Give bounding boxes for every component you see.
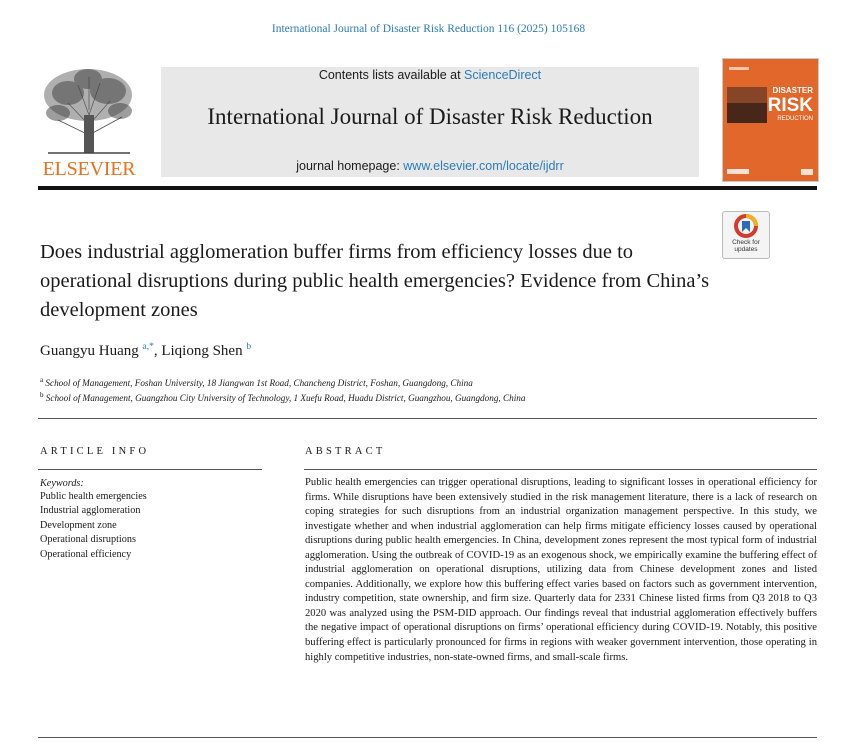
abstract-heading: ABSTRACT [305,446,386,457]
affiliation-a [40,376,473,388]
author-list [40,342,251,360]
affiliation-text: School of Management, Foshan University, 18 Jiangwan 1st Road, Chancheng District, Foshan, Guangdong, China [45,378,473,389]
cover-art-icon [723,59,818,181]
keyword-item: Industrial agglomeration [40,505,141,517]
tree-logo-icon [38,65,140,157]
section-divider [38,418,817,419]
affiliation-b [40,391,525,403]
author-affiliation-mark[interactable]: b [246,342,252,352]
contents-prefix: Contents lists available at [318,68,465,82]
cover-title-line2: RISK [767,95,813,116]
abstract-text: Public health emergencies can trigger operational disruptions, leading to significant losses in operational efficiency for firms. While disruptions have been extensively studied in the risk management literature, there is a lack of research on coping strategies for such disruptions from an industrial organization management perspective. In this study, we investigate whether and when industrial agglomeration can help firms mitigate efficiency losses caused by operational disruptions during public health emergencies. In China, development zones represent the most typical form of industrial agglomeration. Using the outbreak of COVID-19 as an exogenous shock, we empirically examine the buffering effect of industrial agglomeration on operational disruptions, utilizing data from Chinese development zones and listed companies. Additionally, we explore how this buffering effect varies based on factors such as government intervention, industry competition, state ownership, and firm size. Quarterly data for 2331 Chinese listed firms from Q3 2018 to Q3 2020 was analyzed using the PSM-DID approach. Our findings reveal that industrial agglomeration effectively buffers the negative impact of operational disruptions on firms’ operational efficiency during COVID-19. Notably, this positive buffering effect is particularly pronounced for firms in regions with weaker government intervention, those operating in highly competitive industries, non-state-owned firms, and small-scale firms. [305,477,817,663]
cover-title-line3: REDUCTION [777,116,813,122]
cover-title-line1: DISASTER [772,86,813,95]
keywords-label: Keywords: [40,478,84,489]
article-title: Does industrial agglomeration buffer firms from efficiency losses due to operational disruptions during public health emergencies? Evidence from China’s development zones [40,241,710,321]
article-info-divider [38,469,262,470]
abstract-divider [304,469,817,470]
author-name[interactable]: Guangyu Huang [40,343,139,359]
sciencedirect-link[interactable]: ScienceDirect [464,68,542,82]
author-affiliation-mark[interactable]: a,* [142,342,154,352]
check-updates-label: Check for updates [732,239,760,253]
homepage-prefix: journal homepage: [296,159,404,173]
contents-line [161,68,699,82]
bottom-divider [38,737,817,738]
journal-citation-link[interactable]: International Journal of Disaster Risk Reduction 116 (2025) 105168 [271,23,586,35]
keyword-list [40,490,147,562]
affiliation-text: School of Management, Guangzhou City University of Technology, 1 Xuefu Road, Huadu District, Guangzhou, Guangdong, China [45,393,526,404]
article-info-heading: ARTICLE INFO [40,446,150,457]
keyword-item: Operational disruptions [40,534,136,546]
check-updates-icon [723,212,769,240]
author-name[interactable]: Liqiong Shen [161,343,243,359]
keyword-item: Operational efficiency [40,548,132,560]
affiliation-mark: a [40,376,44,384]
keyword-item: Development zone [40,519,117,531]
check-for-updates-badge[interactable] [722,211,770,259]
homepage-line [161,159,699,173]
affiliation-mark: b [40,391,44,399]
journal-name: International Journal of Disaster Risk Reduction [207,104,653,129]
publisher-name: ELSEVIER [42,158,136,180]
journal-homepage-link[interactable]: www.elsevier.com/locate/ijdrr [403,159,564,173]
header-divider [38,186,817,190]
keyword-item: Public health emergencies [40,491,147,502]
journal-cover-thumbnail[interactable] [722,58,819,182]
author-separator: , [153,343,162,359]
